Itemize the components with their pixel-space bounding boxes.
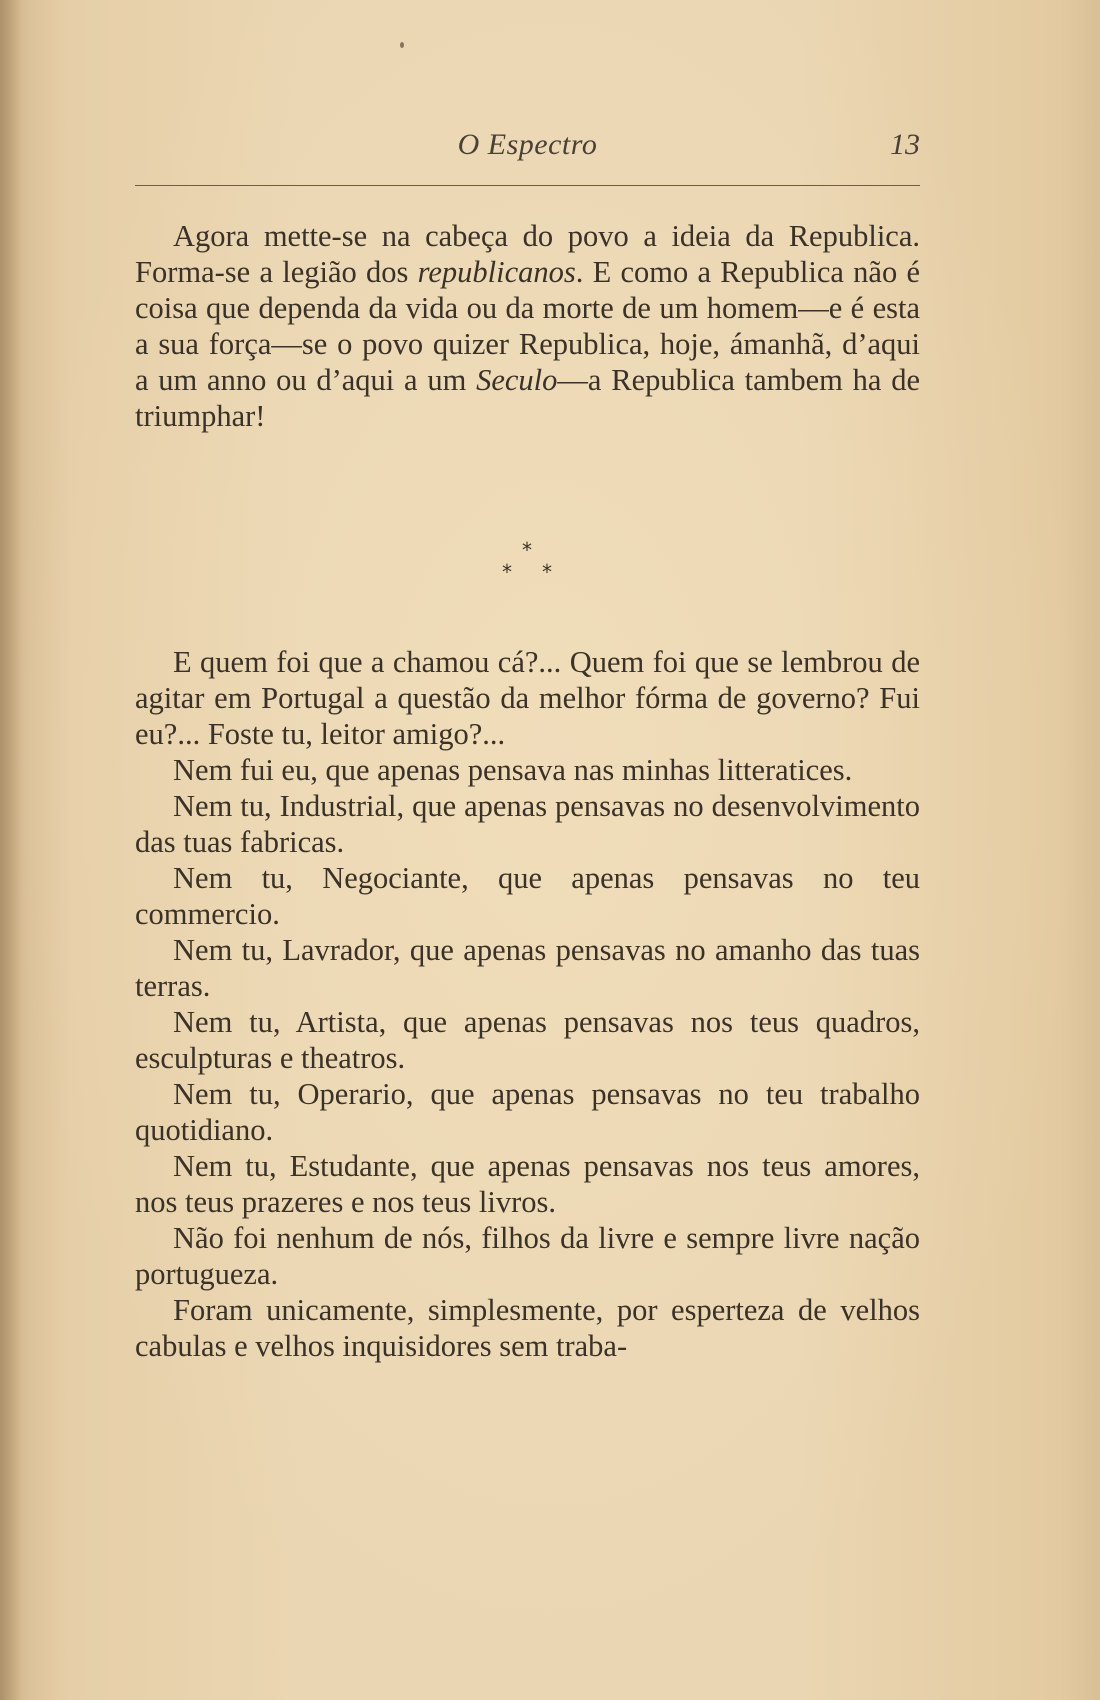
paragraph: Não foi nenhum de nós, filhos da livre e sempre livre nação portugueza. (135, 1221, 920, 1291)
section-1-text (135, 218, 920, 434)
header-rule (135, 185, 920, 186)
paragraph: Nem tu, Estudante, que apenas pensavas nos teus amores, nos teus prazeres e nos teus livros. (135, 1149, 920, 1219)
italic-word: republicanos (417, 255, 576, 289)
italic-word: Seculo (476, 363, 558, 397)
paragraph: Nem tu, Negociante, que apenas pensavas no teu commercio. (135, 861, 920, 931)
paragraph: Nem tu, Artista, que apenas pensavas nos teus quadros, esculpturas e theatros. (135, 1005, 920, 1075)
paragraph: Nem tu, Operario, que apenas pensavas no teu trabalho quotidiano. (135, 1077, 920, 1147)
ink-speck (400, 42, 404, 48)
paragraph: Nem fui eu, que apenas pensava nas minhas litteratices. (173, 753, 853, 787)
paragraph: Nem tu, Industrial, que apenas pensavas no desenvolvimento das tuas fabricas. (135, 789, 920, 859)
paragraph: Agora mette-se na cabeça do povo a ideia da Republica. Forma-se a legião dos republicanos. E como a Republica não é coisa que dependa da vida ou da morte de um homem—e é esta a sua força—se o povo quizer Republica, hoje, ámanhã, d’aqui a um anno ou d’aqui a um Seculo—a Republica tambem ha de triumphar! (135, 219, 921, 433)
asterism-separator (480, 540, 580, 600)
asterisk: * (522, 538, 532, 562)
paragraph: E quem foi que a chamou cá?... Quem foi que se lembrou de agitar em Portugal a questão da melhor fórma de governo? Fui eu?... Foste tu, leitor amigo?... (135, 645, 920, 751)
running-head (135, 128, 920, 168)
page-gutter-shadow (0, 0, 22, 1700)
asterisk: * (542, 560, 552, 584)
running-title: O Espectro (457, 128, 598, 161)
asterisk: * (502, 560, 512, 584)
section-2-text (135, 644, 920, 1364)
paragraph: Foram unicamente, simplesmente, por esperteza de velhos cabulas e velhos inquisidores sem traba- (135, 1293, 920, 1363)
paragraph: Nem tu, Lavrador, que apenas pensavas no amanho das tuas terras. (135, 933, 920, 1003)
page-number: 13 (890, 128, 920, 161)
